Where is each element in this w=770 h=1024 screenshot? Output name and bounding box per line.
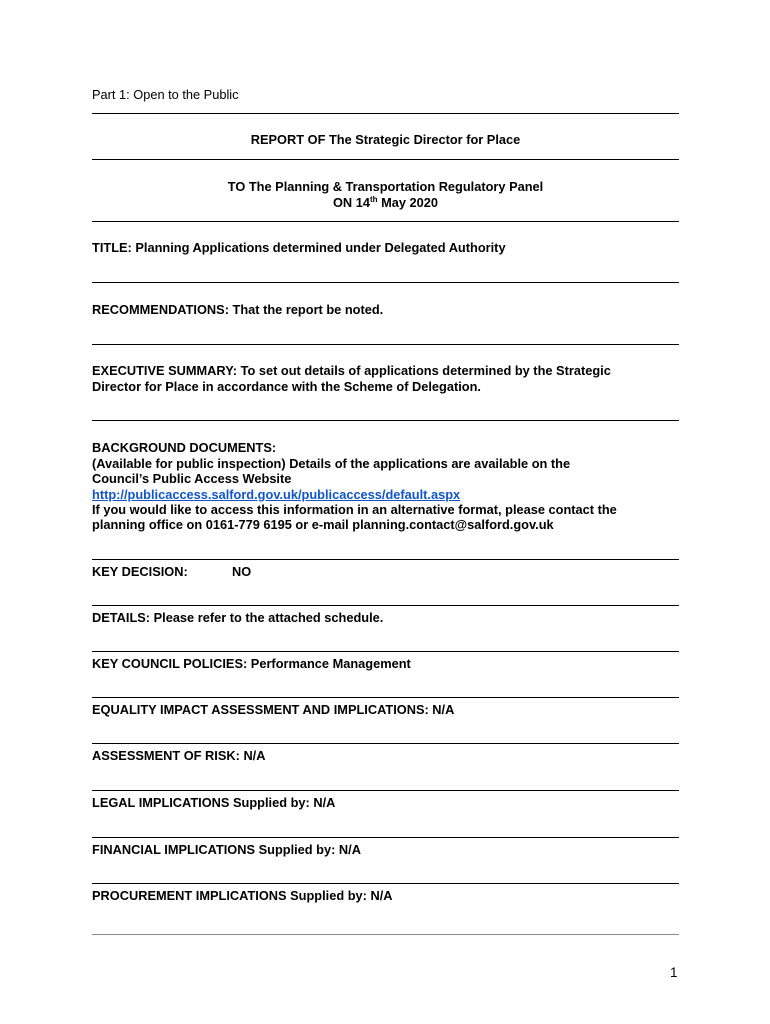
financial-implications: FINANCIAL IMPLICATIONS Supplied by: N/A — [92, 842, 361, 857]
legal-implications: LEGAL IMPLICATIONS Supplied by: N/A — [92, 795, 336, 810]
part-label: Part 1: Open to the Public — [92, 87, 239, 102]
divider — [92, 159, 679, 160]
divider — [92, 697, 679, 698]
background-line1: (Available for public inspection) Details of the applications are available on the — [92, 456, 571, 471]
public-access-link[interactable]: http://publicaccess.salford.gov.uk/publicaccess/default.aspx — [92, 487, 461, 502]
divider — [92, 790, 679, 791]
background-line3: If you would like to access this information in an alternative format, please contact the — [92, 502, 617, 517]
divider — [92, 883, 679, 884]
background-heading: BACKGROUND DOCUMENTS: — [92, 440, 277, 455]
divider — [92, 282, 679, 283]
divider — [92, 559, 679, 560]
equality-impact: EQUALITY IMPACT ASSESSMENT AND IMPLICATIONS: N/A — [92, 702, 455, 717]
details: DETAILS: Please refer to the attached schedule. — [92, 610, 384, 625]
key-decision-value: NO — [232, 564, 252, 579]
background-line2: Council’s Public Access Website — [92, 471, 292, 486]
date-month-year: May 2020 — [377, 195, 439, 210]
divider — [92, 344, 679, 345]
divider — [92, 837, 679, 838]
procurement-implications: PROCUREMENT IMPLICATIONS Supplied by: N/A — [92, 888, 393, 903]
date-prefix: ON 14 — [332, 195, 370, 210]
assessment-of-risk: ASSESSMENT OF RISK: N/A — [92, 748, 266, 763]
recommendations: RECOMMENDATIONS: That the report be noted. — [92, 302, 384, 317]
executive-summary-line1: EXECUTIVE SUMMARY: To set out details of applications determined by the Strategic — [92, 363, 611, 378]
key-decision-label: KEY DECISION: — [92, 564, 188, 579]
divider — [92, 605, 679, 606]
report-title: TITLE: Planning Applications determined under Delegated Authority — [92, 240, 506, 255]
divider — [92, 934, 679, 935]
divider — [92, 743, 679, 744]
executive-summary-line2: Director for Place in accordance with the Scheme of Delegation. — [92, 379, 481, 394]
date-suffix-sup: th — [369, 195, 378, 204]
key-council-policies: KEY COUNCIL POLICIES: Performance Management — [92, 656, 411, 671]
report-of: REPORT OF The Strategic Director for Place — [250, 132, 521, 147]
divider — [92, 113, 679, 114]
background-line4: planning office on 0161-779 6195 or e-mail planning.contact@salford.gov.uk — [92, 517, 554, 532]
to-line: TO The Planning & Transportation Regulatory Panel — [227, 179, 544, 194]
divider — [92, 221, 679, 222]
divider — [92, 651, 679, 652]
divider — [92, 420, 679, 421]
page-number: 1 — [670, 965, 678, 980]
meeting-date — [92, 195, 679, 211]
public-access-link-row — [92, 487, 460, 503]
